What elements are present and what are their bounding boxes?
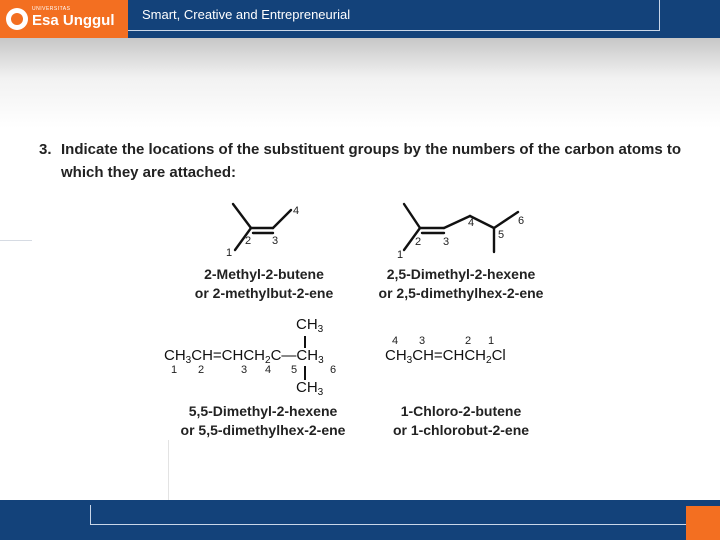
molecule-1-carbon-number: 2 bbox=[245, 235, 252, 247]
molecule-3-carbon-number: 3 bbox=[241, 364, 248, 376]
molecule-4-alt-name: or 1-chlorobut-2-ene bbox=[392, 422, 530, 438]
footer-accent bbox=[686, 506, 720, 540]
header-divider-vertical bbox=[659, 0, 660, 31]
question-text: Indicate the locations of the substituent groups by the numbers of the carbon atoms to which they are attached: bbox=[61, 141, 682, 181]
molecule-2-carbon-number: 4 bbox=[468, 217, 475, 229]
molecule-1-name: 2-Methyl-2-butene bbox=[204, 266, 324, 282]
university-logo bbox=[0, 0, 128, 38]
left-divider bbox=[0, 240, 32, 241]
molecule-3-ch3-top: $CH_3$ bbox=[296, 316, 324, 335]
image-top-shadow bbox=[0, 38, 720, 128]
molecule-3-carbon-number: 5 bbox=[291, 364, 298, 376]
molecule-3-vertical-bond bbox=[304, 366, 306, 380]
molecule-1-alt-name: or 2-methylbut-2-ene bbox=[194, 285, 334, 301]
logo-text: Esa Unggul bbox=[32, 12, 115, 29]
logo-emblem-icon bbox=[6, 8, 28, 30]
molecule-1-carbon-number: 1 bbox=[226, 247, 233, 259]
molecule-3-carbon-number: 4 bbox=[265, 364, 272, 376]
question bbox=[39, 138, 689, 184]
molecule-3-carbon-number: 6 bbox=[330, 364, 337, 376]
molecule-2-carbon-number: 6 bbox=[518, 215, 525, 227]
bottom-divider-vertical bbox=[168, 440, 169, 500]
footer-divider bbox=[90, 505, 686, 525]
molecule-2-carbon-number: 2 bbox=[415, 236, 422, 248]
header-divider bbox=[128, 30, 660, 31]
question-number: 3. bbox=[39, 141, 52, 158]
molecule-1-carbon-number: 3 bbox=[272, 235, 279, 247]
molecule-2-carbon-number: 5 bbox=[498, 229, 505, 241]
header-bar bbox=[0, 0, 720, 38]
tagline: Smart, Creative and Entrepreneurial bbox=[142, 7, 351, 22]
molecule-4-formula: $CH_3CH=CHCH_2Cl$ bbox=[385, 347, 506, 366]
logo-caption: UNIVERSITAS bbox=[32, 6, 71, 12]
molecule-2-carbon-number: 1 bbox=[397, 249, 404, 261]
molecule-4-name: 1-Chloro-2-butene bbox=[400, 403, 522, 419]
molecule-3-carbon-number: 1 bbox=[171, 364, 178, 376]
molecule-2-structure bbox=[390, 196, 550, 264]
molecule-4-carbon-number: 3 bbox=[419, 335, 426, 347]
molecule-2-name: 2,5-Dimethyl-2-hexene bbox=[386, 266, 536, 282]
molecule-3-name: 5,5-Dimethyl-2-hexene bbox=[188, 403, 338, 419]
molecule-2-carbon-number: 3 bbox=[443, 236, 450, 248]
molecule-2-alt-name: or 2,5-dimethylhex-2-ene bbox=[378, 285, 544, 301]
molecule-3-alt-name: or 5,5-dimethylhex-2-ene bbox=[180, 422, 346, 438]
molecule-3-formula: $CH_3CH=CHCH_2C—CH_3$ bbox=[164, 347, 324, 366]
molecule-4-carbon-number: 4 bbox=[392, 335, 399, 347]
molecule-4-carbon-number: 2 bbox=[465, 335, 472, 347]
molecule-1-carbon-number: 4 bbox=[293, 205, 300, 217]
molecule-1-structure bbox=[215, 196, 325, 264]
molecule-4-carbon-number: 1 bbox=[488, 335, 495, 347]
molecule-3-ch3-bottom: $CH_3$ bbox=[296, 379, 324, 398]
molecule-3-carbon-number: 2 bbox=[198, 364, 205, 376]
